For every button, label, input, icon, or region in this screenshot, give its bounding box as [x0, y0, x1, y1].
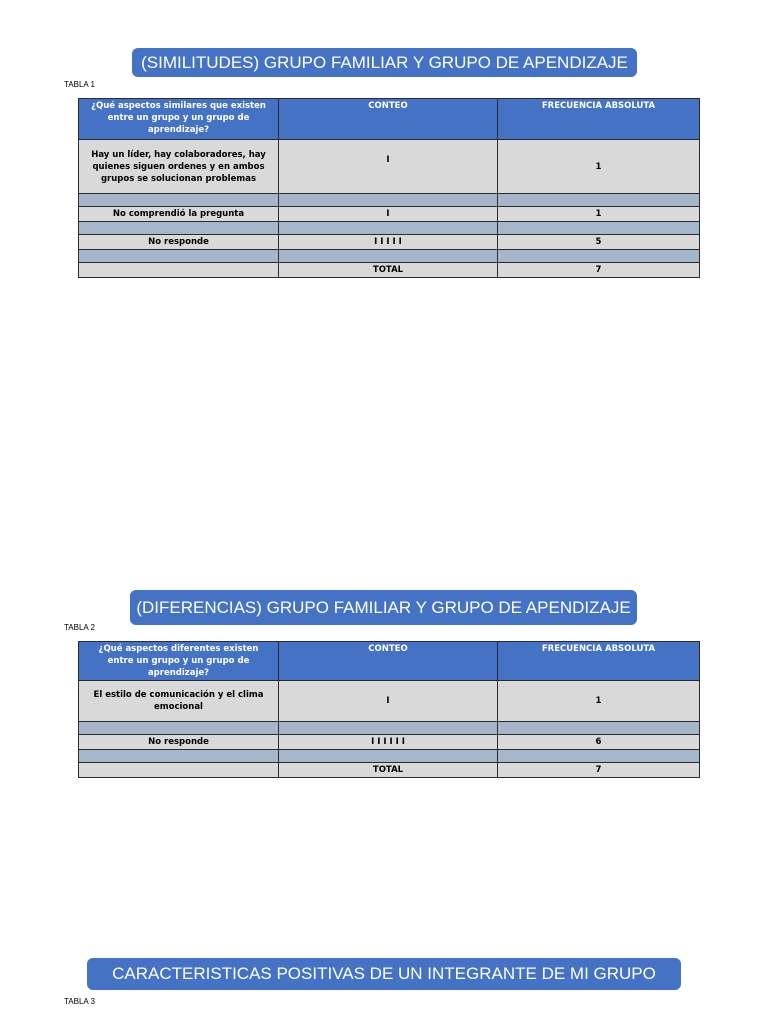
header-frequency: FRECUENCIA ABSOLUTA	[498, 642, 700, 681]
table-row	[79, 235, 700, 250]
count-cell: I I I I I I	[279, 735, 498, 750]
frequency-cell: 5	[498, 235, 700, 250]
section2-table-label: TABLA 2	[64, 623, 95, 632]
table-row	[79, 681, 700, 722]
table-row	[79, 207, 700, 222]
section1-table-label: TABLA 1	[64, 80, 95, 89]
count-cell: I	[279, 207, 498, 222]
aspect-cell: El estilo de comunicación y el clima emocional	[79, 681, 279, 722]
total-value: 7	[498, 263, 700, 278]
separator-row	[79, 250, 700, 263]
table-header-row	[79, 99, 700, 140]
section2-table	[78, 641, 700, 778]
total-row	[79, 763, 700, 778]
separator-row	[79, 194, 700, 207]
total-row	[79, 263, 700, 278]
section3-table-label: TABLA 3	[64, 997, 95, 1006]
count-cell: I	[279, 140, 498, 194]
aspect-cell: No responde	[79, 735, 279, 750]
header-count: CONTEO	[279, 99, 498, 140]
aspect-cell: No comprendió la pregunta	[79, 207, 279, 222]
section2-title-banner: (DIFERENCIAS) GRUPO FAMILIAR Y GRUPO DE APENDIZAJE	[130, 590, 637, 625]
separator-row	[79, 750, 700, 763]
frequency-cell: 1	[498, 140, 700, 194]
separator-row	[79, 222, 700, 235]
section1-title-banner: (SIMILITUDES) GRUPO FAMILIAR Y GRUPO DE APENDIZAJE	[132, 48, 637, 77]
section3-title-banner: CARACTERISTICAS POSITIVAS DE UN INTEGRANTE DE MI GRUPO	[87, 958, 681, 990]
header-question: ¿Qué aspectos similares que existen entre un grupo y un grupo de aprendizaje?	[79, 99, 279, 140]
frequency-cell: 1	[498, 681, 700, 722]
table-row	[79, 140, 700, 194]
table-row	[79, 735, 700, 750]
header-count: CONTEO	[279, 642, 498, 681]
header-frequency: FRECUENCIA ABSOLUTA	[498, 99, 700, 140]
count-cell: I	[279, 681, 498, 722]
frequency-cell: 6	[498, 735, 700, 750]
aspect-cell: No responde	[79, 235, 279, 250]
aspect-cell: Hay un líder, hay colaboradores, hay quienes siguen ordenes y en ambos grupos se solucionan problemas	[79, 140, 279, 194]
total-label: TOTAL	[279, 763, 498, 778]
separator-row	[79, 722, 700, 735]
count-cell: I I I I I	[279, 235, 498, 250]
table-header-row	[79, 642, 700, 681]
total-label: TOTAL	[279, 263, 498, 278]
header-question: ¿Qué aspectos diferentes existen entre un grupo y un grupo de aprendizaje?	[79, 642, 279, 681]
section1-table	[78, 98, 700, 278]
frequency-cell: 1	[498, 207, 700, 222]
total-value: 7	[498, 763, 700, 778]
